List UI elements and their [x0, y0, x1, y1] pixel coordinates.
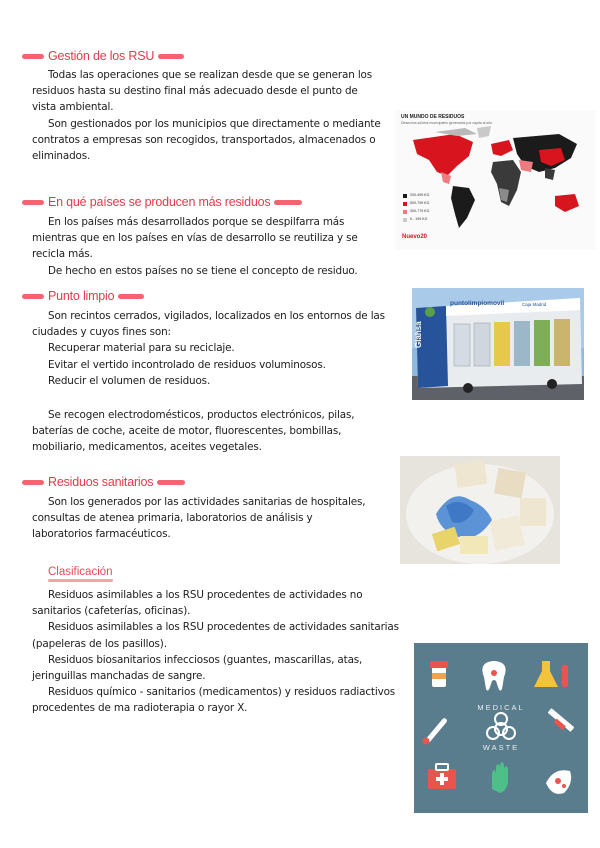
heading-bar-right [274, 200, 302, 205]
heading-sanitarios [22, 475, 185, 489]
text-line: eliminados. [32, 150, 91, 163]
text-line: De hecho en estos países no se tiene el concepto de residuo. [48, 264, 358, 277]
text-line: recicla más. [32, 248, 93, 261]
paragraph-paises [32, 214, 412, 279]
paragraph-sanitarios [32, 494, 402, 543]
heading-bar-left [22, 54, 44, 59]
text-line: En los países más desarrollados porque se despilfarra más [48, 216, 345, 228]
map-legend-label: 300-779 KG [410, 209, 430, 213]
heading-punto-text: Punto limpio [48, 289, 115, 303]
text-line: mobiliario, medicamentos, aceites vegetales. [32, 441, 262, 454]
text-line: Residuos biosanitarios infecciosos (guantes, mascarillas, atas, [48, 653, 363, 666]
medical-icons-set [414, 643, 588, 813]
text-line: baterías de coche, aceite de motor, fluorescentes, bombillas, [32, 425, 342, 438]
heading-bar-right [157, 480, 185, 485]
text-line: sanitarios (cafeterías, oficinas). [32, 605, 191, 618]
paragraph-punto [32, 308, 412, 389]
glove-icon [492, 762, 508, 793]
heading-bar-right [158, 54, 184, 59]
heading-gestion-text: Gestión de los RSU [48, 49, 155, 63]
medical-waste-illustration [414, 643, 588, 813]
medical-waste-bin-image [400, 456, 560, 564]
text-line: Residuos químico - sanitarios (medicamentos) y residuos radiactivos [48, 686, 396, 699]
text-line: mientras que en los países en vías de desarrollo se reutiliza y se [32, 232, 358, 245]
text-line: Evitar el vertido incontrolado de residuos voluminosos. [48, 358, 326, 371]
world-map-icon [395, 110, 595, 250]
punto-sign-text: puntolimpiomovil [450, 300, 505, 307]
heading-bar-left [22, 200, 44, 205]
heading-bar-left [22, 294, 44, 299]
thermometer-icon [423, 717, 448, 744]
heading-bar-left [22, 480, 44, 485]
text-line: residuos hasta su destino final más adecuado desde el punto de [32, 85, 358, 98]
map-title: UN MUNDO DE RESIDUOS [401, 114, 465, 120]
paragraph-gestion [32, 67, 402, 164]
flask-icon [534, 661, 568, 687]
biohazard-icon [487, 713, 515, 739]
text-line: contratos a empresas son recogidos, transportados, almacenados o [32, 133, 376, 146]
map-subtitle: Desechos sólidos municipales generados por capita al año [401, 121, 493, 125]
text-line: ciudades y cuyos fines son: [32, 326, 171, 339]
text-line: Son recintos cerrados, vigilados, localizados en los entornos de las [48, 310, 385, 322]
map-legend-label: 200-499 KG [410, 193, 430, 197]
punto-company-text: Giahsa [414, 321, 423, 348]
text-line: (papeleras de los pasillos). [32, 637, 167, 650]
waste-bin-icon [400, 456, 560, 564]
medical-label-top: MEDICAL [477, 703, 525, 712]
text-line: Son los generados por las actividades sanitarias de hospitales, [48, 496, 366, 508]
heading-gestion [22, 49, 184, 63]
heading-sanitarios-text: Residuos sanitarios [48, 475, 154, 489]
heading-paises-text: En qué países se producen más residuos [48, 195, 271, 209]
text-line: vista ambiental. [32, 101, 114, 114]
punto-sign-extra-text: Caja Madrid [522, 302, 547, 307]
text-line: Son gestionados por los municipios que directamente o mediante [48, 117, 381, 130]
heading-clasificacion: Clasificación [48, 566, 113, 582]
text-line: Todas las operaciones que se realizan desde que se generan los [48, 69, 373, 81]
text-line: Se recogen electrodomésticos, productos electrónicos, pilas, [48, 409, 355, 421]
tooth-icon [482, 661, 505, 691]
map-legend-label: 500-799 KG [410, 201, 430, 205]
text-line: Recuperar material para su reciclaje. [48, 342, 235, 355]
world-waste-map-image [395, 110, 595, 250]
paragraph-clasificacion [32, 587, 422, 717]
map-legend-label: 0 - 199 KG [410, 217, 428, 221]
paragraph-punto-2 [32, 407, 412, 456]
text-line: Reducir el volumen de residuos. [48, 374, 211, 387]
text-line: laboratorios farmacéuticos. [32, 528, 171, 541]
bandage-icon [546, 770, 571, 794]
punto-limpio-truck-image [412, 288, 584, 400]
text-line: procedentes de ma radioterapia o rayor X. [32, 702, 248, 715]
heading-bar-right [118, 294, 144, 299]
heading-paises [22, 195, 302, 209]
text-line: consultas de atenea primaria, laboratorios de análisis y [32, 512, 313, 525]
pill-bottle-icon [430, 661, 448, 687]
text-line: jeringuillas manchadas de sangre. [32, 670, 206, 683]
text-line: Residuos asimilables a los RSU procedentes de actividades sanitarias [48, 621, 399, 634]
first-aid-kit-icon [428, 764, 456, 789]
heading-punto [22, 289, 144, 303]
text-line: Residuos asimilables a los RSU procedentes de actividades no [48, 589, 363, 601]
medical-label-bottom: WASTE [482, 743, 520, 752]
map-brand-logo: Nuevo20 [402, 234, 428, 240]
